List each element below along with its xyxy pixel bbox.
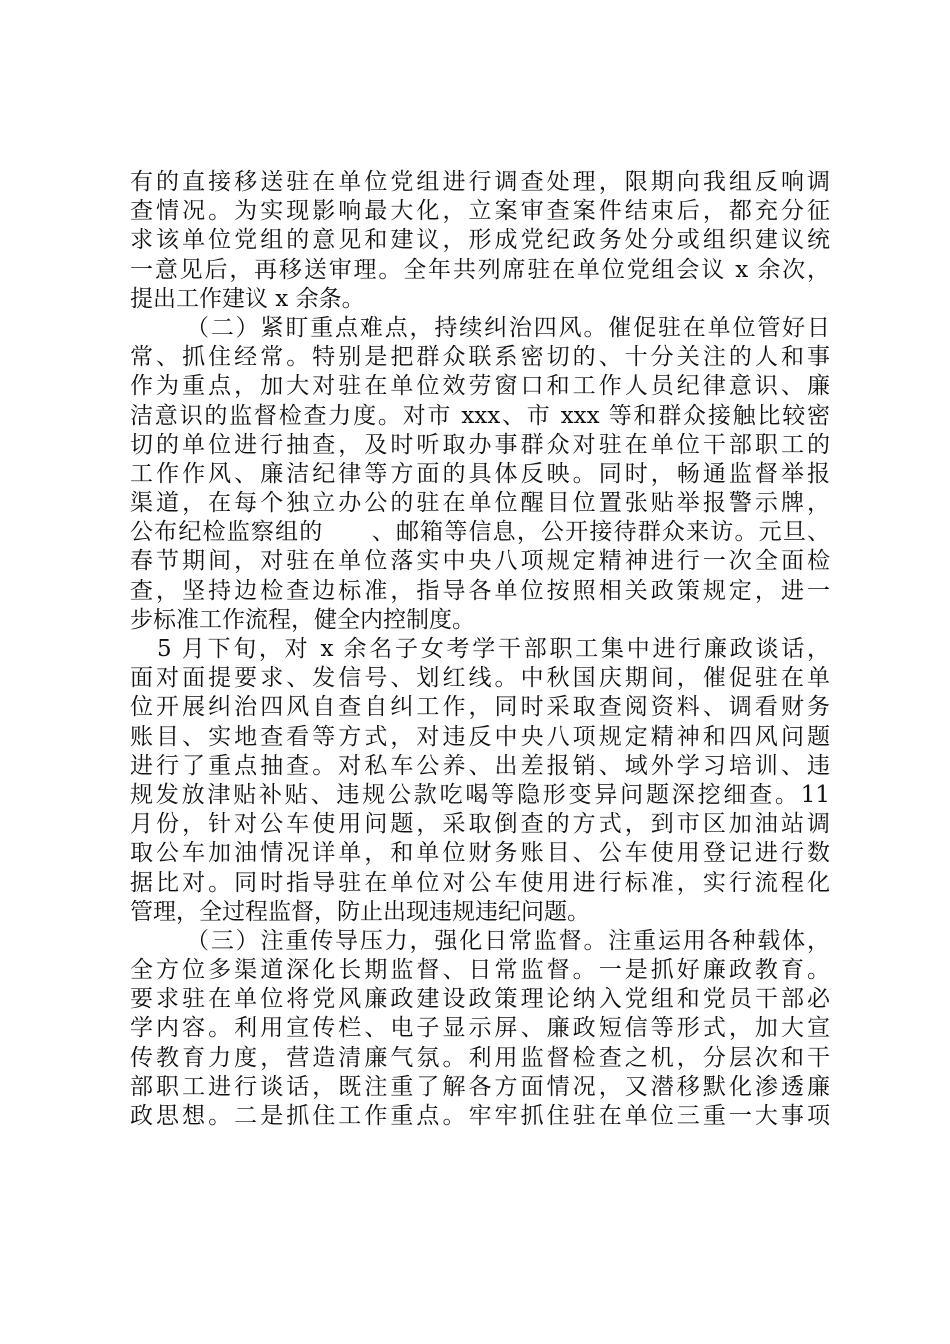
text-line: 常、抓住经常。特别是把群众联系密切的、十分关注的人和事 xyxy=(130,344,830,371)
text-line: 洁意识的监督检查力度。对市 xxx、市 xxx 等和群众接触比较密 xyxy=(130,402,830,429)
text-line: （二）紧盯重点难点，持续纠治四风。催促驻在单位管好日 xyxy=(186,314,830,341)
body-text xyxy=(130,168,830,1131)
text-line: 部职工进行谈话，既注重了解各方面情况，又潜移默化渗透廉 xyxy=(130,1073,830,1100)
text-line: 步标准工作流程，健全内控制度。 xyxy=(130,606,475,633)
text-line: 进行了重点抽查。对私车公养、出差报销、域外学习培训、违 xyxy=(130,752,830,779)
text-line: 账目、实地查看等方式，对违反中央八项规定精神和四风问题 xyxy=(130,723,830,750)
text-line: 一意见后，再移送审理。全年共列席驻在单位党组会议 x 余次， xyxy=(130,256,830,283)
text-line: 政思想。二是抓住工作重点。牢牢抓住驻在单位三重一大事项 xyxy=(130,1103,830,1129)
text-line: 工作作风、廉洁纪律等方面的具体反映。同时，畅通监督举报 xyxy=(130,460,830,487)
paragraph-3 xyxy=(130,635,830,927)
text-line: 公布纪检监察组的 、邮箱等信息，公开接待群众来访。元旦、 xyxy=(130,519,830,546)
paragraph-2 xyxy=(130,314,830,635)
text-line: 要求驻在单位将党风廉政建设政策理论纳入党组和党员干部必 xyxy=(130,986,830,1013)
text-line: （三）注重传导压力，强化日常监督。注重运用各种载体， xyxy=(186,927,830,954)
text-line: 规发放津贴补贴、违规公款吃喝等隐形变异问题深挖细查。11 xyxy=(130,781,830,808)
text-line: 求该单位党组的意见和建议，形成党纪政务处分或组织建议统 xyxy=(130,227,830,254)
text-line: 位开展纠治四风自查自纠工作，同时采取查阅资料、调看财务 xyxy=(130,694,830,721)
text-line: 渠道，在每个独立办公的驻在单位醒目位置张贴举报警示牌， xyxy=(130,490,830,517)
text-line: 切的单位进行抽查，及时听取办事群众对驻在单位干部职工的 xyxy=(130,431,830,458)
text-line: 提出工作建议 x 余条。 xyxy=(130,285,365,312)
text-line: 月份，针对公车使用问题，采取倒查的方式，到市区加油站调 xyxy=(130,811,830,838)
text-line: 查情况。为实现影响最大化，立案审查案件结束后，都充分征 xyxy=(130,198,830,225)
paragraph-1 xyxy=(130,168,830,314)
text-line: 管理，全过程监督，防止出现违规违纪问题。 xyxy=(130,898,590,925)
paragraph-4 xyxy=(130,927,830,1131)
text-line: 据比对。同时指导驻在单位对公车使用进行标准，实行流程化 xyxy=(130,869,830,896)
text-line: 作为重点，加大对驻在单位效劳窗口和工作人员纪律意识、廉 xyxy=(130,373,830,400)
text-line: 面对面提要求、发信号、划红线。中秋国庆期间，催促驻在单 xyxy=(130,665,830,692)
text-line: 全方位多渠道深化长期监督、日常监督。一是抓好廉政教育。 xyxy=(130,957,830,984)
text-line: 5 月下旬，对 x 余名子女考学干部职工集中进行廉政谈话， xyxy=(157,636,830,662)
text-line: 学内容。利用宣传栏、电子显示屏、廉政短信等形式，加大宣 xyxy=(130,1015,830,1042)
text-line: 查，坚持边检查边标准，指导各单位按照相关政策规定，进一 xyxy=(130,577,830,604)
text-line: 有的直接移送驻在单位党组进行调查处理，限期向我组反响调 xyxy=(130,169,830,195)
text-line: 传教育力度，营造清廉气氛。利用监督检查之机，分层次和干 xyxy=(130,1044,830,1071)
text-line: 春节期间，对驻在单位落实中央八项规定精神进行一次全面检 xyxy=(130,548,830,575)
text-line: 取公车加油情况详单，和单位财务账目、公车使用登记进行数 xyxy=(130,840,830,867)
